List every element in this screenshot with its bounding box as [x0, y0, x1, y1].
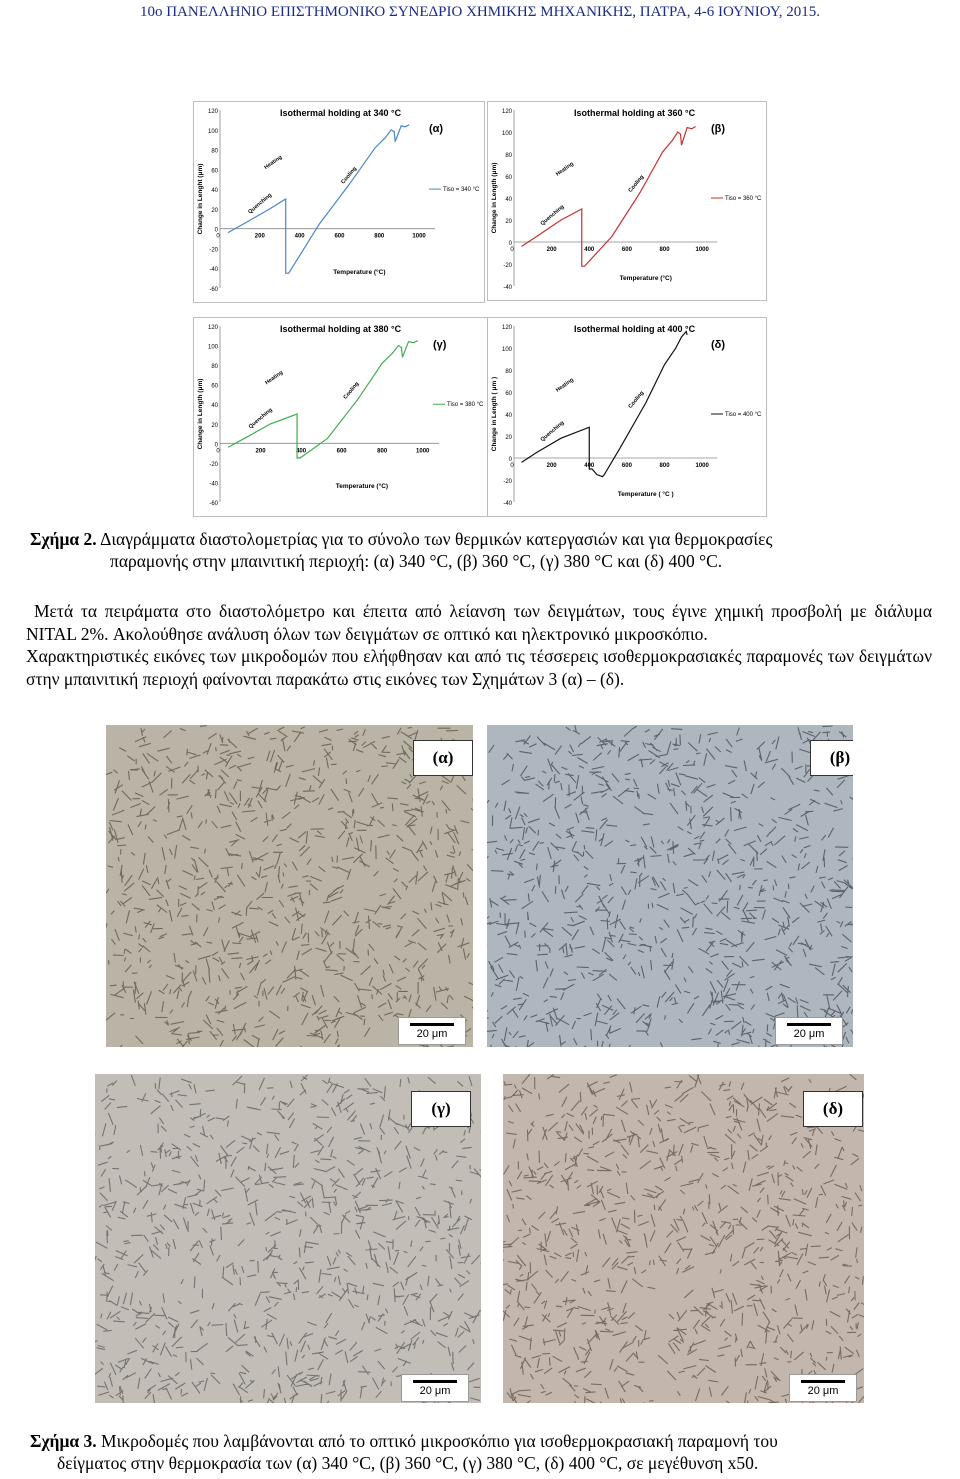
y-tick-label: 0	[214, 442, 218, 449]
y-tick-label: -40	[503, 285, 512, 291]
x-tick-label: 200	[546, 463, 557, 469]
x-tick-label: 800	[377, 448, 388, 455]
panel-label: (β)	[711, 123, 726, 135]
scale-bar: 20 μm	[398, 1017, 466, 1045]
annotation-label: Quenching	[539, 203, 566, 228]
legend-label: Tiso = 360 °C	[725, 196, 762, 202]
y-tick-label: 20	[211, 422, 218, 429]
y-tick-label: -20	[503, 263, 512, 269]
y-tick-label: 40	[505, 197, 512, 203]
x-tick-label: 400	[296, 448, 307, 455]
micrograph-gamma	[95, 1074, 481, 1403]
annotation-label: Cooling	[627, 390, 646, 410]
y-tick-label: 120	[207, 109, 218, 115]
scale-bar: 20 μm	[789, 1374, 857, 1402]
chart-title: Isothermal holding at 400 °C	[574, 324, 696, 334]
x-tick-label: 0	[510, 247, 514, 253]
micrograph-alpha	[106, 725, 473, 1047]
micrograph-delta	[503, 1074, 864, 1403]
y-tick-label: -40	[503, 501, 512, 507]
y-tick-label: -20	[209, 461, 218, 468]
x-tick-label: 1000	[695, 463, 709, 469]
dilatometry-chart-gamma	[193, 317, 489, 517]
x-tick-label: 600	[621, 247, 632, 253]
x-tick-label: 1000	[416, 448, 430, 455]
y-tick-label: -40	[209, 267, 218, 274]
y-tick-label: 60	[505, 175, 512, 181]
panel-label: (δ)	[711, 339, 725, 351]
y-tick-label: 80	[211, 364, 218, 371]
x-tick-label: 400	[294, 233, 305, 240]
annotation-label: Quenching	[247, 192, 274, 216]
panel-label: (α)	[429, 123, 444, 135]
y-tick-label: -20	[503, 479, 512, 485]
y-tick-label: -60	[209, 287, 218, 293]
x-tick-label: 800	[659, 463, 670, 469]
y-tick-label: 0	[508, 241, 512, 247]
y-tick-label: 100	[207, 344, 218, 351]
x-tick-label: 800	[659, 247, 670, 253]
y-tick-label: 0	[214, 227, 218, 234]
y-tick-label: 120	[207, 325, 218, 331]
dilatometry-chart-delta	[487, 317, 767, 517]
y-tick-label: 40	[505, 413, 512, 419]
dilatometry-chart-beta	[487, 101, 767, 301]
y-axis-label: Change in Length (μm)	[491, 162, 498, 234]
x-tick-label: 1000	[412, 233, 426, 240]
scale-bar: 20 μm	[775, 1017, 843, 1045]
x-axis-label: Temperature (°C)	[335, 483, 389, 490]
y-tick-label: -60	[209, 501, 218, 507]
legend-label: Tiso = 340 °C	[443, 187, 480, 194]
x-tick-label: 0	[216, 233, 220, 240]
chart-title: Isothermal holding at 380 °C	[280, 324, 402, 334]
annotation-label: Heating	[554, 161, 575, 178]
y-tick-label: 60	[211, 383, 218, 390]
annotation-label: Heating	[263, 154, 284, 171]
y-tick-label: 80	[211, 148, 218, 155]
x-tick-label: 600	[621, 463, 632, 469]
micrograph-background	[487, 725, 853, 1047]
x-tick-label: 0	[216, 448, 220, 455]
y-tick-label: 100	[501, 131, 512, 137]
page-header: 10ο ΠΑΝΕΛΛΗΝΙΟ ΕΠΙΣΤΗΜΟΝΙΚΟ ΣΥΝΕΔΡΙΟ ΧΗΜΙΚΗΣ ΜΗΧΑΝΙΚΗΣ, ΠΑΤΡΑ, 4-6 ΙΟΥΝΙΟΥ, 2015.	[139, 4, 821, 20]
micrograph-beta	[487, 725, 853, 1047]
chart-title: Isothermal holding at 360 °C	[574, 108, 696, 118]
micrograph-label-delta: (δ)	[803, 1091, 863, 1127]
x-tick-label: 600	[336, 448, 347, 455]
series-line	[522, 127, 696, 267]
y-tick-label: 120	[501, 109, 512, 115]
micrograph-label-alpha: (α)	[413, 740, 473, 776]
annotation-label: Cooling	[627, 174, 646, 194]
y-tick-label: 100	[207, 128, 218, 135]
y-tick-label: 60	[505, 391, 512, 397]
annotation-label: Heating	[264, 369, 285, 387]
panel-label: (γ)	[433, 339, 447, 351]
figure2-caption-line2: παραμονής στην μπαινιτική περιοχή: (α) 340 °C, (β) 360 °C, (γ) 380 °C και (δ) 400 °C.	[110, 551, 723, 571]
x-tick-label: 200	[255, 448, 266, 455]
y-tick-label: 60	[211, 168, 218, 175]
body-paragraph	[26, 600, 932, 690]
figure2-caption	[30, 528, 930, 550]
y-axis-label: Change in Lenght (μm)	[197, 163, 204, 235]
chart-title: Isothermal holding at 340 °C	[280, 108, 402, 118]
figure2-caption-text: Διαγράμματα διαστολομετρίας για το σύνολο των θερμικών κατεργασιών και για θερμοκρασίες	[96, 529, 773, 549]
y-tick-label: 0	[508, 457, 512, 463]
dilatometry-chart-alpha	[193, 101, 485, 303]
y-tick-label: 80	[505, 153, 512, 159]
series-line	[228, 125, 409, 273]
y-tick-label: 120	[501, 325, 512, 331]
y-axis-label: Change in Length (μm)	[197, 378, 204, 450]
x-tick-label: 400	[584, 247, 595, 253]
y-tick-label: -20	[209, 247, 218, 254]
x-tick-label: 400	[584, 463, 595, 469]
y-tick-label: 40	[211, 403, 218, 410]
scale-bar: 20 μm	[401, 1374, 469, 1402]
paragraph-2: Χαρακτηριστικές εικόνες των μικροδομών που ελήφθησαν και από τις τέσσερεις ισοθερμοκρασιακές παραμονές των δειγμάτων στην μπαινιτική περιοχή φαίνονται παρακάτω στις εικόνες των Σχημάτων 3 (α) – (δ).	[26, 646, 932, 689]
annotation-label: Cooling	[340, 165, 359, 186]
micrograph-label-beta: (β)	[810, 740, 853, 776]
legend-label: Tiso = 400 °C	[725, 412, 762, 418]
legend-label: Tiso = 380 °C	[447, 402, 484, 409]
series-line	[522, 332, 688, 477]
y-tick-label: 20	[505, 435, 512, 441]
paragraph-1: Μετά τα πειράματα στο διαστολόμετρο και έπειτα από λείανση των δειγμάτων, τους έγινε χημική προσβολή με διάλυμα NITAL 2%. Ακολούθησε ανάλυση όλων των δειγμάτων σε οπτικό και ηλεκτρονικό μικροσκόπιο.	[26, 601, 932, 644]
figure3-caption-text: Μικροδομές που λαμβάνονται από το οπτικό μικροσκόπιο για ισοθερμοκρασιακή παραμονή του	[96, 1431, 778, 1451]
x-tick-label: 0	[510, 463, 514, 469]
x-tick-label: 1000	[695, 247, 709, 253]
micrograph-label-gamma: (γ)	[411, 1091, 471, 1127]
y-axis-label: Change in Length ( μm )	[491, 376, 498, 452]
x-axis-label: Temperature ( °C )	[617, 491, 674, 498]
figure3-caption	[30, 1430, 930, 1452]
x-axis-label: Temperature (°C)	[619, 275, 672, 282]
annotation-label: Quenching	[247, 407, 274, 431]
x-tick-label: 800	[374, 233, 385, 240]
x-tick-label: 200	[546, 247, 557, 253]
figure3-caption-line2: δείγματος στην θερμοκρασία των (α) 340 °C, (β) 360 °C, (γ) 380 °C, (δ) 400 °C, σε μεγέθυνση x50.	[57, 1453, 759, 1473]
y-tick-label: 80	[505, 369, 512, 375]
annotation-label: Cooling	[342, 381, 361, 401]
annotation-label: Quenching	[539, 419, 566, 444]
y-tick-label: -40	[209, 481, 218, 488]
x-tick-label: 200	[254, 233, 265, 240]
x-tick-label: 600	[334, 233, 345, 240]
y-tick-label: 20	[505, 219, 512, 225]
y-tick-label: 100	[501, 347, 512, 353]
annotation-label: Heating	[554, 377, 575, 394]
y-tick-label: 40	[211, 188, 218, 195]
figure3-label: Σχήμα 3.	[30, 1431, 97, 1451]
figure2-label: Σχήμα 2.	[30, 529, 97, 549]
x-axis-label: Temperature (°C)	[333, 269, 386, 276]
y-tick-label: 20	[211, 207, 218, 214]
series-line	[228, 341, 418, 458]
